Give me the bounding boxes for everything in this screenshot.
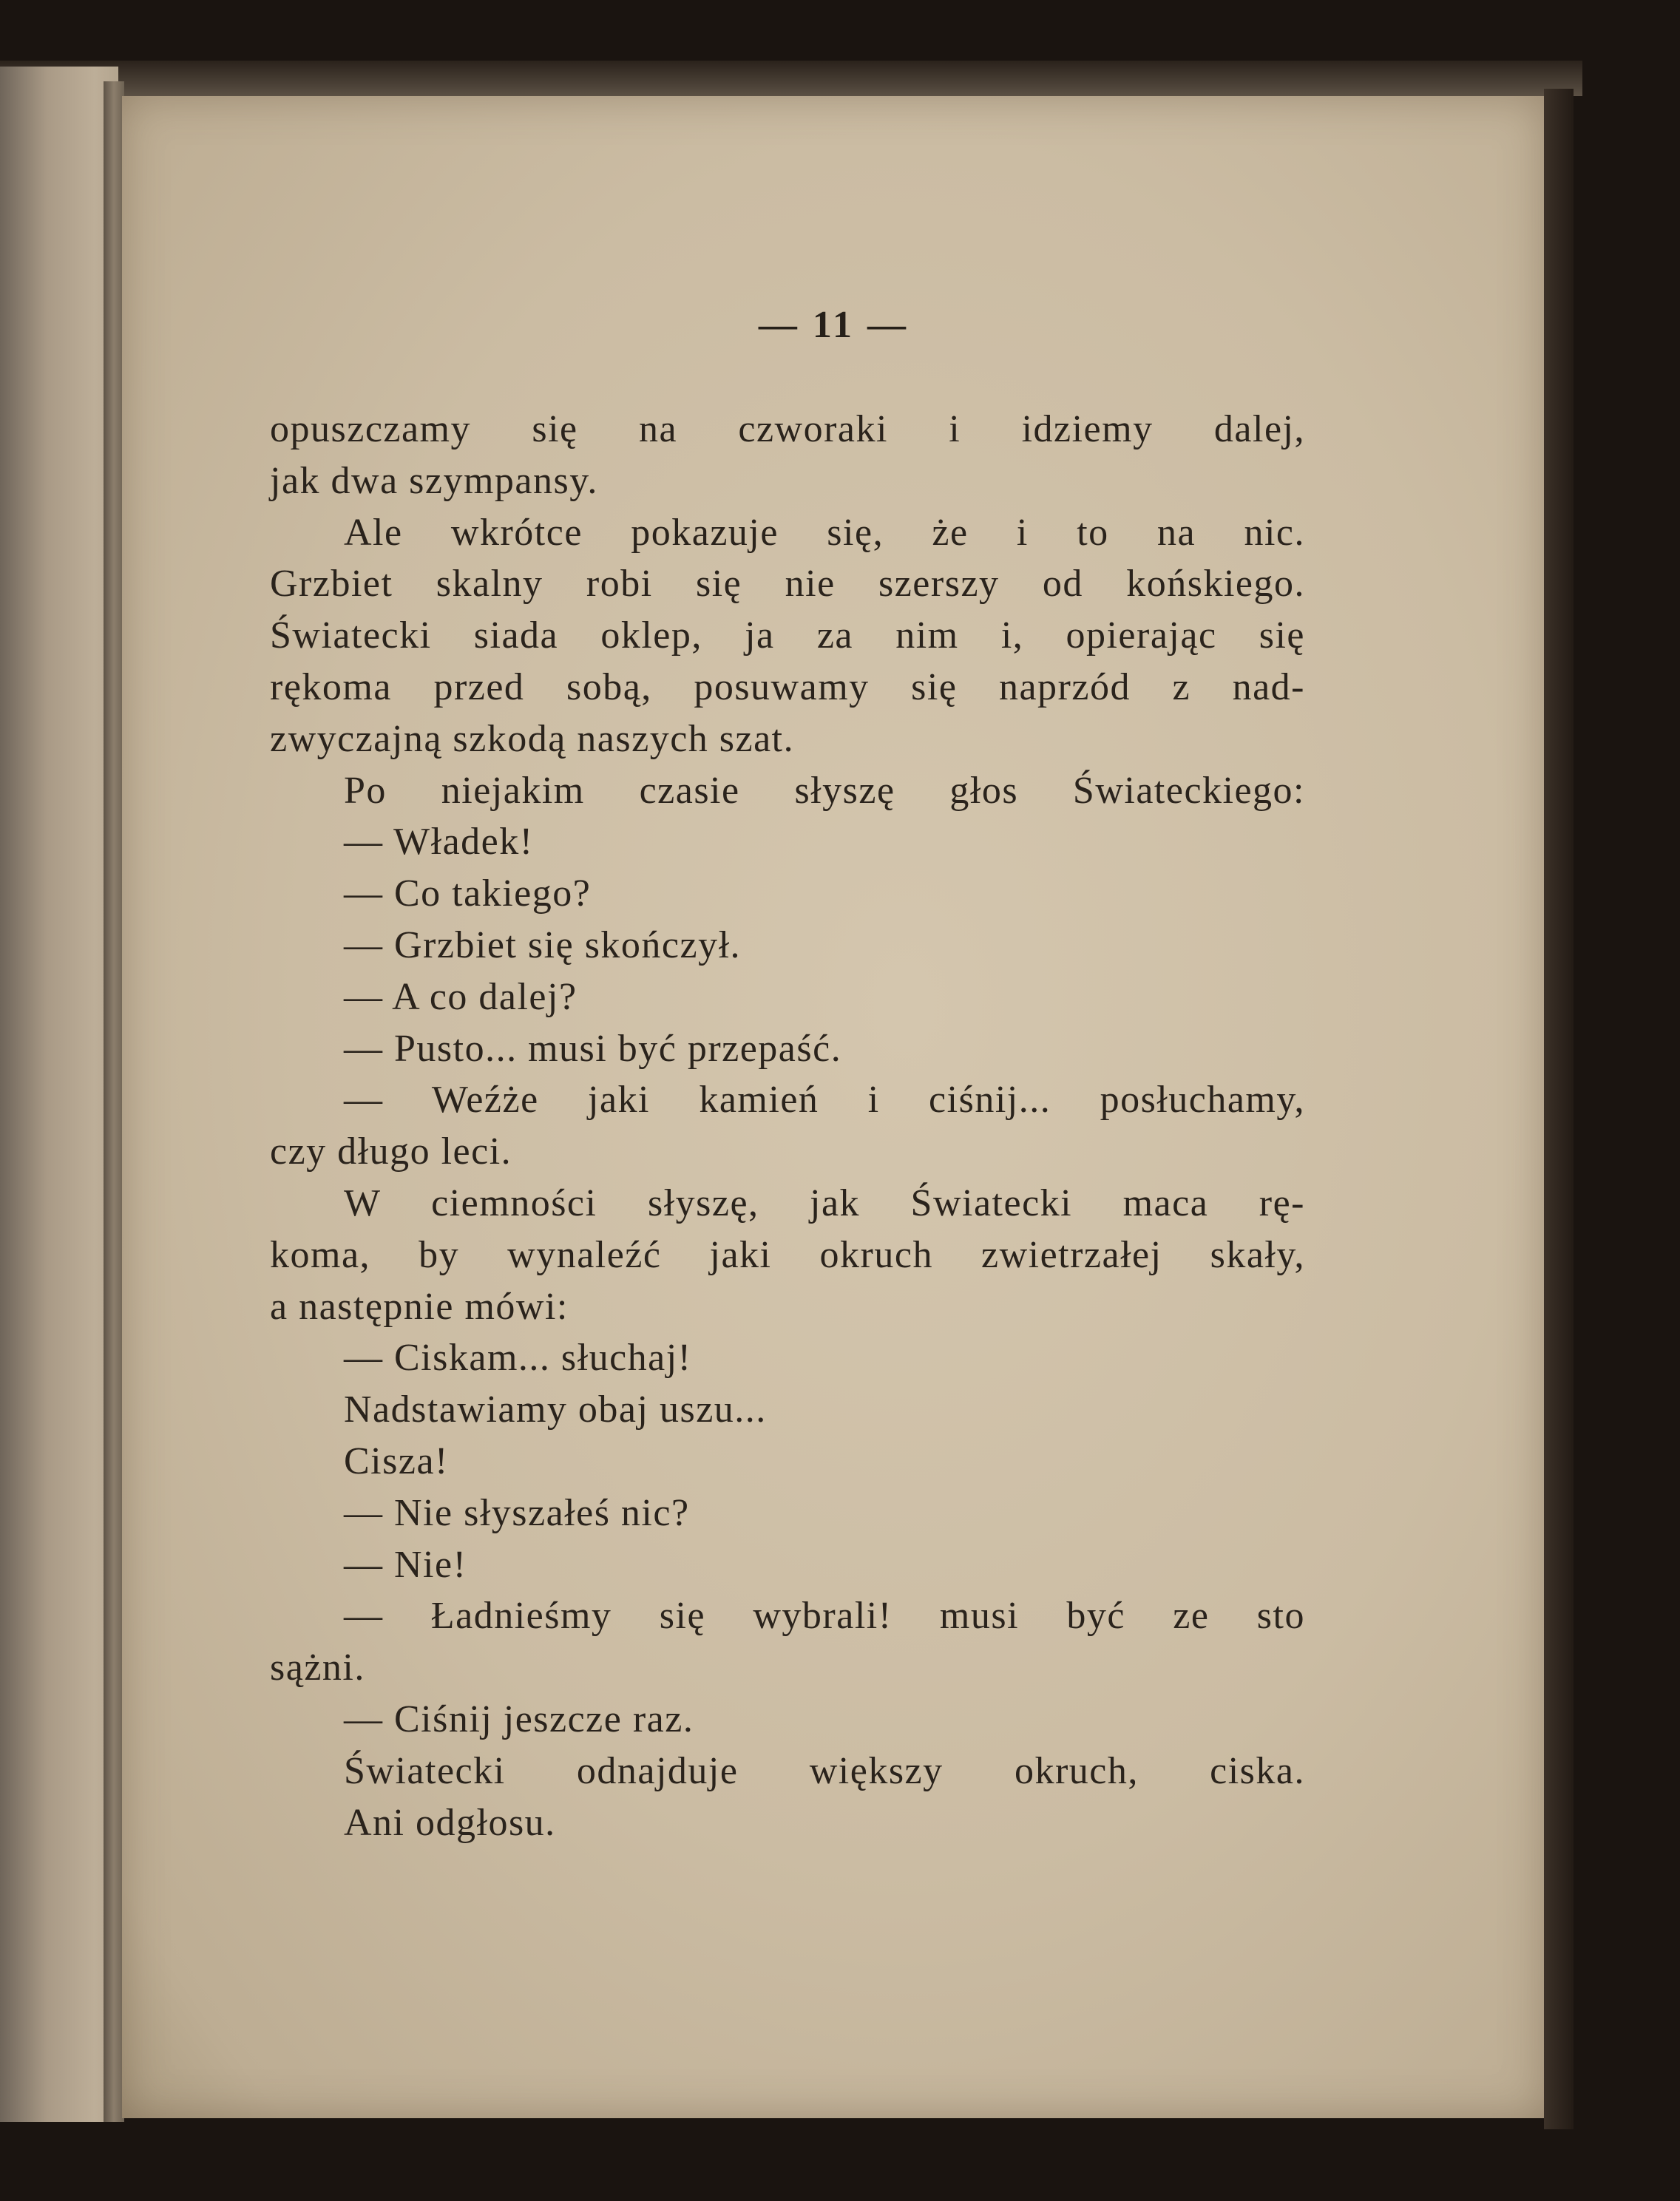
text-line: czy długo leci. — [270, 1130, 512, 1173]
text-line: — Ciskam... słuchaj! — [344, 1337, 692, 1380]
text-line: rękoma przed sobą, posuwamy się naprzód z nad- — [270, 665, 1305, 708]
text-line: sążni. — [270, 1646, 365, 1689]
page-number-header: — 11 — — [758, 304, 910, 346]
text-line: — Władek! — [344, 821, 534, 864]
text-line: — Co takiego? — [344, 872, 592, 915]
text-line: Nadstawiamy obaj uszu... — [344, 1388, 767, 1431]
text-line: jak dwa szympansy. — [270, 459, 598, 502]
text-line: Grzbiet skalny robi się nie szerszy od końskiego. — [270, 563, 1305, 606]
text-line: — Weźże jaki kamień i ciśnij... posłuchamy, — [344, 1079, 1305, 1122]
text-line: — A co dalej? — [344, 975, 578, 1018]
left-page-edge — [0, 67, 118, 2122]
text-line: Światecki odnajduje większy okruch, ciska. — [344, 1749, 1305, 1792]
text-line: zwyczajną szkodą naszych szat. — [270, 717, 795, 760]
text-line: opuszczamy się na czworaki i idziemy dalej, — [270, 408, 1305, 450]
text-line: Światecki siada oklep, ja za nim i, opierając się — [270, 614, 1305, 657]
text-line: — Ładnieśmy się wybrali! musi być ze sto — [344, 1595, 1305, 1638]
text-line: — Grzbiet się skończył. — [344, 923, 742, 966]
book-spine — [104, 81, 124, 2122]
text-line: — Nie słyszałeś nic? — [344, 1491, 690, 1534]
text-line: a następnie mówi: — [270, 1285, 569, 1328]
text-line: Po niejakim czasie słyszę głos Świateckiego: — [344, 769, 1305, 812]
page-text — [270, 404, 1305, 1848]
text-line: koma, by wynaleźć jaki okruch zwietrzałej skały, — [270, 1233, 1305, 1276]
book-cover-edge — [0, 61, 1582, 96]
text-line: W ciemności słyszę, jak Światecki maca rę- — [344, 1181, 1305, 1224]
text-line: Ani odgłosu. — [344, 1801, 556, 1844]
text-line: — Nie! — [344, 1543, 467, 1586]
text-line: Ale wkrótce pokazuje się, że i to na nic. — [344, 511, 1305, 554]
text-line: — Pusto... musi być przepaść. — [344, 1027, 842, 1070]
text-line: Cisza! — [344, 1439, 449, 1482]
page-right-edge — [1544, 89, 1574, 2129]
text-line: — Ciśnij jeszcze raz. — [344, 1698, 694, 1740]
